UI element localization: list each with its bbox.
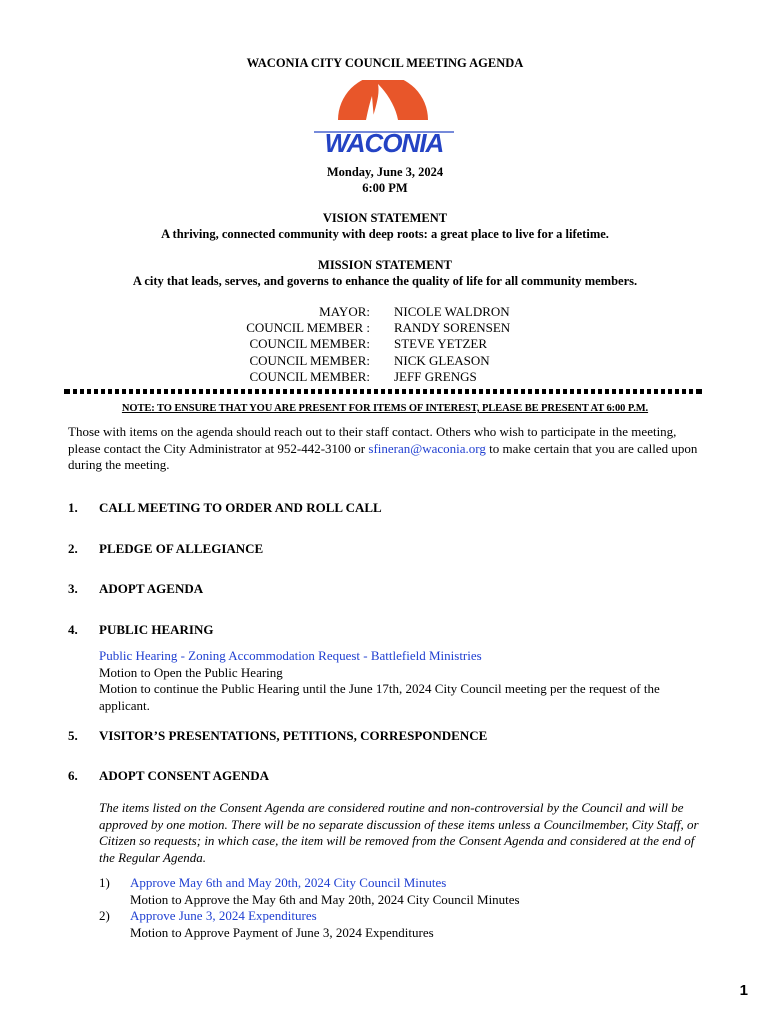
council-name: NICK GLEASON: [394, 352, 490, 368]
council-name: JEFF GRENGS: [394, 368, 477, 384]
council-name: NICOLE WALDRON: [394, 304, 510, 319]
public-hearing-motion-1: Motion to Open the Public Hearing: [99, 664, 283, 680]
item-label: ADOPT AGENDA: [99, 581, 204, 596]
mission-text: A city that leads, serves, and governs to enhance the quality of life for all community members.: [132, 274, 638, 288]
council-role: MAYOR:: [319, 304, 370, 319]
item-number: 1.: [68, 500, 78, 515]
vision-heading: VISION STATEMENT: [322, 211, 448, 225]
public-hearing-link[interactable]: Public Hearing - Zoning Accommodation Request - Battlefield Ministries: [99, 648, 482, 663]
intro-text-after: to make certain that you are called upon during the meeting.: [68, 440, 698, 472]
item-label: ADOPT CONSENT AGENDA: [99, 768, 269, 783]
page-number: 1: [739, 982, 748, 999]
public-hearing-details: [99, 648, 709, 714]
item-number: 4.: [68, 622, 78, 637]
dotted-divider: [66, 389, 700, 394]
council-role: COUNCIL MEMBER:: [249, 352, 370, 368]
vision-block: [0, 210, 770, 242]
item-label: PLEDGE OF ALLEGIANCE: [99, 541, 264, 556]
attendance-note: NOTE: TO ENSURE THAT YOU ARE PRESENT FOR ITEMS OF INTEREST, PLEASE BE PRESENT AT 6:00 P.M.: [121, 403, 649, 414]
meeting-datetime: [0, 164, 770, 196]
consent-item-motion: Motion to Approve the May 6th and May 20th, 2024 City Council Minutes: [130, 891, 520, 907]
council-row: [0, 304, 770, 320]
consent-item-motion: Motion to Approve Payment of June 3, 2024 Expenditures: [130, 924, 434, 940]
mission-heading: MISSION STATEMENT: [318, 258, 452, 272]
waconia-logo: [310, 80, 458, 160]
consent-item-number: 2): [99, 908, 110, 923]
council-role: COUNCIL MEMBER :: [246, 320, 370, 336]
logo-wordmark: WACONIA: [324, 128, 444, 158]
intro-paragraph: [68, 424, 708, 474]
item-number: 2.: [68, 541, 78, 556]
council-name: STEVE YETZER: [394, 336, 488, 352]
meeting-time: 6:00 PM: [362, 181, 408, 195]
council-row: [0, 336, 770, 352]
item-number: 5.: [68, 728, 78, 743]
item-label: PUBLIC HEARING: [99, 622, 214, 637]
council-role: COUNCIL MEMBER:: [249, 336, 370, 352]
consent-description: The items listed on the Consent Agenda are considered routine and non-controversial by the Council and will be approved by one motion. There will be no separate discussion of these items unless a Councilmember, City Staff, or Citizen so requests; in which case, the item will be removed from the Consent Agenda and considered at the end of the Regular Agenda.: [99, 800, 699, 865]
item-number: 6.: [68, 768, 78, 783]
intro-text-before: Those with items on the agenda should reach out to their staff contact. Others who wish to participate in the meeting, please contact the City Administrator at 952-442-3100 or: [68, 424, 677, 456]
council-roster: [0, 304, 770, 385]
council-name: RANDY SORENSEN: [394, 320, 511, 336]
item-number: 3.: [68, 581, 78, 596]
consent-item-link[interactable]: Approve June 3, 2024 Expenditures: [130, 908, 317, 923]
item-label: CALL MEETING TO ORDER AND ROLL CALL: [99, 500, 382, 515]
vision-text: A thriving, connected community with deep roots: a great place to live for a lifetime.: [161, 227, 609, 241]
document-title: WACONIA CITY COUNCIL MEETING AGENDA: [246, 56, 524, 70]
consent-item-number: 1): [99, 875, 110, 890]
council-row: [0, 320, 770, 336]
council-row: [0, 369, 770, 385]
mission-block: [0, 257, 770, 289]
consent-item-link[interactable]: Approve May 6th and May 20th, 2024 City Council Minutes: [130, 875, 447, 890]
public-hearing-motion-2: Motion to continue the Public Hearing until the June 17th, 2024 City Council meeting per the request of the applicant.: [99, 681, 660, 713]
item-label: VISITOR’S PRESENTATIONS, PETITIONS, CORRESPONDENCE: [99, 728, 488, 743]
council-row: [0, 353, 770, 369]
meeting-date: Monday, June 3, 2024: [326, 165, 444, 179]
council-role: COUNCIL MEMBER:: [249, 368, 370, 384]
email-link[interactable]: sfineran@waconia.org: [368, 440, 486, 456]
